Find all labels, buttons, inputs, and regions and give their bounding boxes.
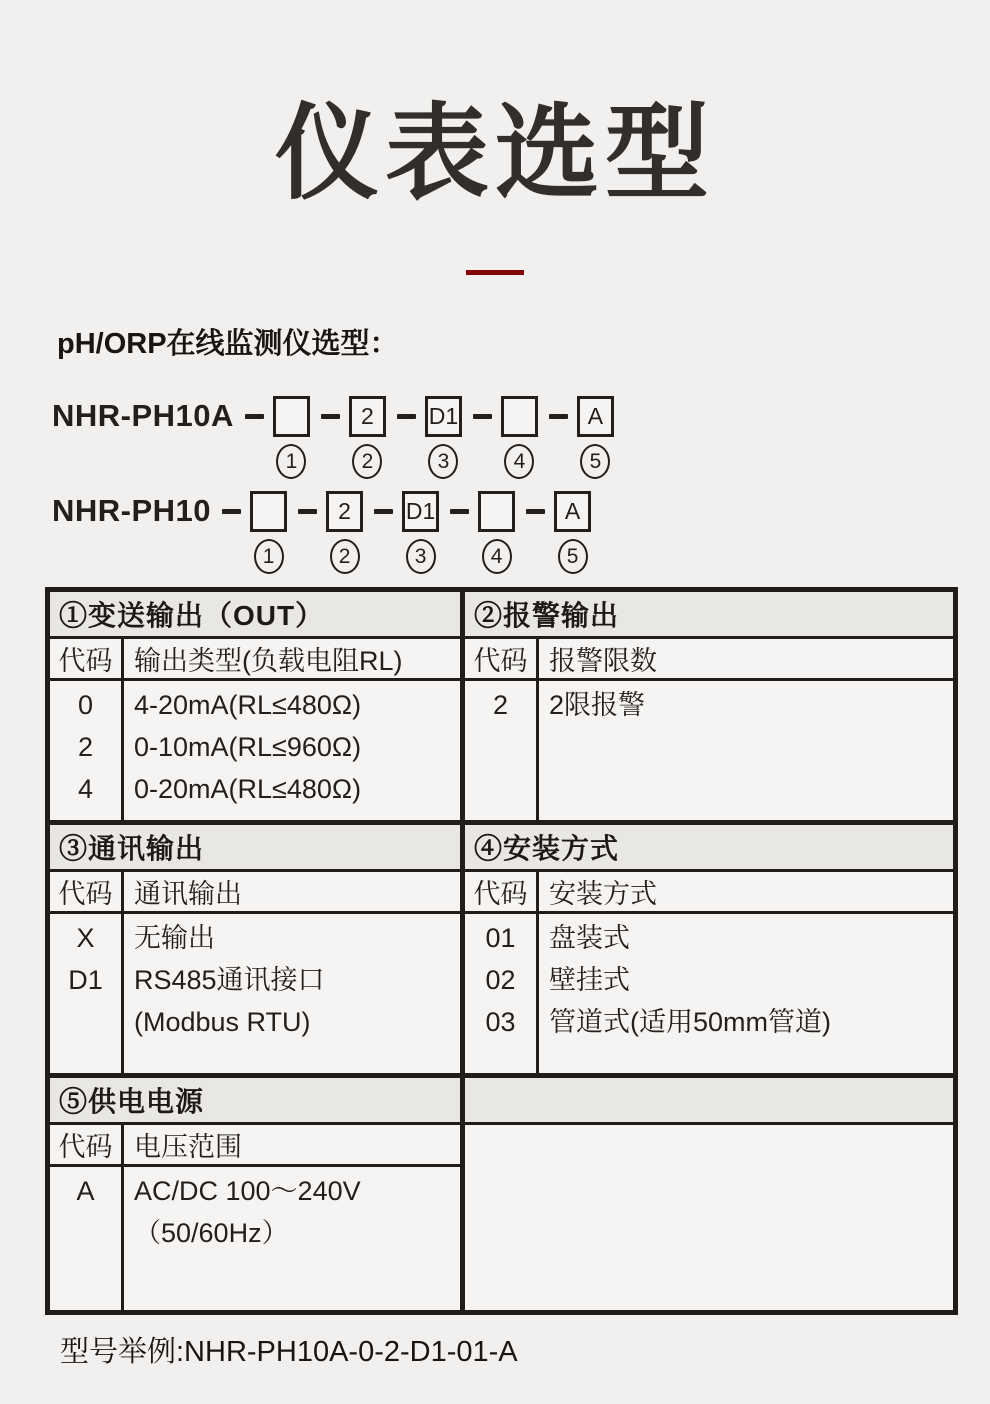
section-header: ④安装方式 bbox=[465, 825, 953, 872]
desc-cell: 0-20mA(RL≤480Ω) bbox=[134, 774, 362, 805]
position-circle: 4 bbox=[504, 444, 534, 479]
code-cell: D1 bbox=[68, 965, 103, 996]
code-box: D1 bbox=[425, 396, 462, 437]
section-header: ①变送输出（OUT） bbox=[50, 592, 460, 639]
code-box bbox=[250, 491, 287, 532]
code-cell: X bbox=[76, 923, 95, 954]
section-transmit-output bbox=[50, 592, 460, 820]
code-header-cell: 代码 bbox=[465, 872, 539, 911]
code-cell: A bbox=[76, 1176, 95, 1207]
model-segment bbox=[439, 491, 515, 574]
model-segment bbox=[310, 396, 386, 479]
desc-cell: AC/DC 100～240V bbox=[134, 1176, 361, 1207]
position-circle: 5 bbox=[580, 444, 610, 479]
subtitle: pH/ORP在线监测仪选型： bbox=[57, 328, 399, 361]
column-headers bbox=[50, 1125, 460, 1167]
dash-icon bbox=[245, 414, 264, 419]
section-body bbox=[465, 681, 953, 820]
section-header: ②报警输出 bbox=[465, 592, 953, 639]
model-segment bbox=[515, 491, 591, 574]
code-cell: 03 bbox=[485, 1007, 516, 1038]
desc-cell: 壁挂式 bbox=[549, 965, 630, 996]
model-name: NHR-PH10 bbox=[52, 493, 212, 529]
section-body bbox=[50, 1167, 460, 1310]
code-box: A bbox=[554, 491, 591, 532]
section-alarm-output bbox=[460, 592, 953, 820]
dash-icon bbox=[397, 414, 416, 419]
model-name: NHR-PH10A bbox=[52, 398, 234, 434]
position-circle: 2 bbox=[330, 539, 360, 574]
dash-icon bbox=[526, 509, 545, 514]
desc-cell: RS485通讯接口 bbox=[134, 965, 325, 996]
desc-cell: 无输出 bbox=[134, 923, 215, 954]
empty-section-body bbox=[465, 1125, 953, 1310]
code-header-cell: 代码 bbox=[50, 639, 124, 678]
model-code-diagrams bbox=[52, 396, 990, 574]
position-circle: 1 bbox=[254, 539, 284, 574]
section-mounting bbox=[460, 825, 953, 1073]
model-segment bbox=[386, 396, 462, 479]
desc-header-cell: 输出类型(负载电阻RL) bbox=[134, 646, 403, 677]
code-cell: 2 bbox=[77, 732, 94, 763]
code-box: D1 bbox=[402, 491, 439, 532]
dash-icon bbox=[222, 509, 241, 514]
position-circle: 1 bbox=[276, 444, 306, 479]
desc-cell: 盘装式 bbox=[549, 923, 630, 954]
desc-cell: 管道式(适用50mm管道) bbox=[549, 1007, 831, 1038]
table-band-1 bbox=[50, 592, 953, 820]
code-box bbox=[273, 396, 310, 437]
dash-icon bbox=[321, 414, 340, 419]
section-body bbox=[50, 914, 460, 1073]
desc-cell: 2限报警 bbox=[549, 690, 646, 721]
model-segment bbox=[234, 396, 310, 479]
code-cell: 2 bbox=[492, 690, 509, 721]
example-text: 型号举例:NHR-PH10A-0-2-D1-01-A bbox=[60, 1336, 518, 1369]
dash-icon bbox=[374, 509, 393, 514]
column-headers bbox=[465, 872, 953, 914]
position-circle: 5 bbox=[558, 539, 588, 574]
dash-icon bbox=[298, 509, 317, 514]
position-circle: 3 bbox=[428, 444, 458, 479]
position-circle: 3 bbox=[406, 539, 436, 574]
model-row-ph10 bbox=[52, 491, 990, 574]
code-cell: 02 bbox=[485, 965, 516, 996]
desc-cell: （50/60Hz） bbox=[134, 1218, 289, 1249]
code-box bbox=[478, 491, 515, 532]
model-segment bbox=[538, 396, 614, 479]
code-header-cell: 代码 bbox=[50, 872, 124, 911]
table-band-2 bbox=[50, 820, 953, 1073]
section-body bbox=[465, 914, 953, 1073]
code-box bbox=[501, 396, 538, 437]
table-band-3 bbox=[50, 1073, 953, 1310]
code-cell: 0 bbox=[77, 690, 94, 721]
model-segment bbox=[211, 491, 287, 574]
code-box: A bbox=[577, 396, 614, 437]
desc-cell: 4-20mA(RL≤480Ω) bbox=[134, 690, 362, 721]
code-cell: 01 bbox=[485, 923, 516, 954]
dash-icon bbox=[549, 414, 568, 419]
desc-header-cell: 安装方式 bbox=[549, 879, 657, 910]
model-segment bbox=[462, 396, 538, 479]
dash-icon bbox=[473, 414, 492, 419]
model-segment bbox=[287, 491, 363, 574]
desc-cell: (Modbus RTU) bbox=[134, 1007, 311, 1038]
section-comm-output bbox=[50, 825, 460, 1073]
empty-section-header bbox=[465, 1078, 953, 1125]
accent-divider bbox=[466, 270, 524, 275]
code-header-cell: 代码 bbox=[465, 639, 539, 678]
section-body bbox=[50, 681, 460, 820]
code-cell: 4 bbox=[77, 774, 94, 805]
section-empty bbox=[460, 1078, 953, 1310]
desc-header-cell: 报警限数 bbox=[549, 646, 657, 677]
code-box: 2 bbox=[349, 396, 386, 437]
desc-cell: 0-10mA(RL≤960Ω) bbox=[134, 732, 362, 763]
code-box: 2 bbox=[326, 491, 363, 532]
section-power-supply bbox=[50, 1078, 460, 1310]
column-headers bbox=[50, 639, 460, 681]
model-row-ph10a bbox=[52, 396, 990, 479]
position-circle: 4 bbox=[482, 539, 512, 574]
dash-icon bbox=[450, 509, 469, 514]
page-title: 仪表选型 bbox=[274, 96, 715, 212]
column-headers bbox=[465, 639, 953, 681]
model-segment bbox=[363, 491, 439, 574]
selection-table bbox=[45, 587, 958, 1315]
desc-header-cell: 通讯输出 bbox=[134, 879, 242, 910]
position-circle: 2 bbox=[352, 444, 382, 479]
section-header: ③通讯输出 bbox=[50, 825, 460, 872]
column-headers bbox=[50, 872, 460, 914]
section-header: ⑤供电电源 bbox=[50, 1078, 460, 1125]
code-header-cell: 代码 bbox=[50, 1125, 124, 1164]
desc-header-cell: 电压范围 bbox=[134, 1132, 242, 1163]
